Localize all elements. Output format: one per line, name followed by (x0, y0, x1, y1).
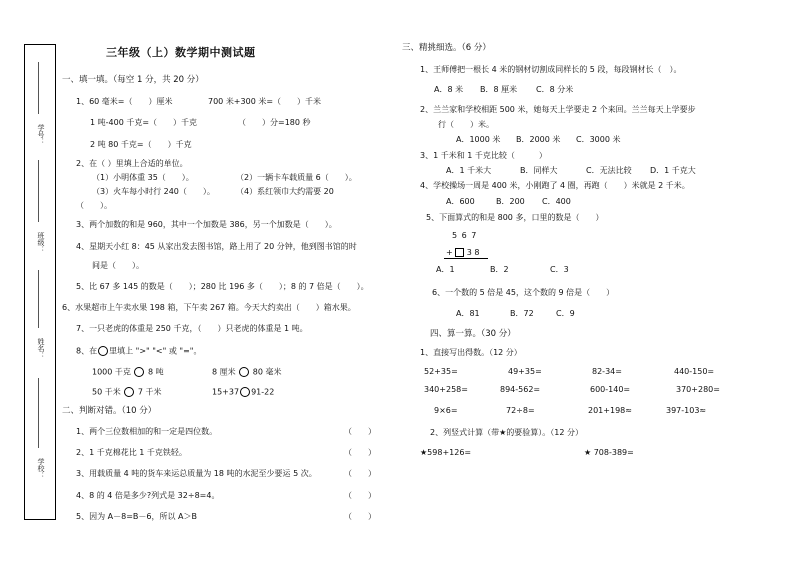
question-4: 4、星期天小红 8：45 从家出发去图书馆，路上用了 20 分钟，他到图书馆的时 (76, 242, 357, 251)
choice-4: 4、学校操场一周是 400 米，小刚跑了 4 圈，再跑（ ）米就是 2 千米。 (420, 181, 690, 190)
choice-3-option[interactable]: B．同样大 (520, 166, 558, 175)
question-3: 3、两个加数的和是 960，其中一个加数是 386，另一个加数是（ ）。 (76, 220, 337, 229)
question-8-label: 8、在 (76, 346, 98, 356)
choice-5: 5、下面算式的和是 800 多，口里的数是（ ） (426, 213, 604, 222)
choice-5-option[interactable]: C．3 (550, 265, 569, 274)
calc-item: 49+35= (508, 367, 542, 376)
blank-box (455, 248, 464, 257)
judge-1: 1、两个三位数相加的和一定是四位数。 (76, 427, 218, 436)
calc-item: 340+258= (424, 385, 468, 394)
compare-circle (134, 367, 144, 377)
question-2-1: （1）小明体重 35（ ）。 (92, 173, 194, 182)
choice-4-option[interactable]: C．400 (542, 197, 571, 206)
choice-2-option[interactable]: B．2000 米 (516, 135, 561, 144)
choice-4-option[interactable]: B．200 (496, 197, 525, 206)
choice-6-option[interactable]: A．81 (456, 309, 480, 318)
choice-2-option[interactable]: C．3000 米 (576, 135, 621, 144)
compare-right: 7 千米 (137, 387, 162, 397)
compare-right: 8 吨 (148, 367, 164, 377)
calc-item: 440-150= (674, 367, 715, 376)
choice-3-option[interactable]: D．1 千克大 (650, 166, 696, 175)
section-1-heading: 一、填一填。（每空 1 分，共 20 分） (62, 75, 204, 85)
question-2: 2、在（ ）里填上合适的单位。 (76, 159, 188, 168)
plus-sign: + (446, 248, 453, 257)
question-1b: 700 米+300 米=（ ）千米 (208, 97, 322, 106)
vertical-calc-2: ★ 708-389= (584, 448, 634, 457)
choice-1-option[interactable]: A．8 米 (434, 85, 464, 94)
choice-2: 2、兰兰家和学校相距 500 米，她每天上学要走 2 个来回。兰兰每天上学要步 (420, 105, 696, 114)
compare-left: 1000 千克 (92, 367, 131, 377)
calc-item: 82-34= (592, 367, 622, 376)
question-4-cont: 间是（ ）。 (92, 261, 144, 270)
choice-5-option[interactable]: A．1 (436, 265, 455, 274)
judge-1-answer[interactable]: （ ） (344, 427, 376, 436)
compare-right: 91-22 (251, 387, 275, 397)
judge-4-answer[interactable]: （ ） (344, 491, 376, 500)
choice-2-option[interactable]: A．1000 米 (456, 135, 501, 144)
compare-item (212, 387, 274, 397)
vertical-sum-digits: 3 8 (466, 248, 480, 257)
compare-circle (98, 346, 108, 356)
page-title: 三年级（上）数学期中测试题 (106, 46, 256, 59)
question-1c: 1 吨-400 千克=（ ）千克 (90, 118, 198, 127)
question-2-3: （3）火车每小时行 240（ ）。 (92, 187, 215, 196)
compare-item (212, 367, 281, 377)
vertical-sum-top: 5 6 7 (452, 231, 478, 240)
choice-1: 1、王师傅把一根长 4 米的钢材切割成同样长的 5 段，每段钢材长（ ）。 (420, 65, 682, 74)
choice-6: 6、一个数的 5 倍是 45，这个数的 9 倍是（ ） (432, 288, 615, 297)
question-8-instruction: 里填上 ">" "<" 或 "="。 (109, 346, 202, 356)
vertical-calc-heading: 2、列竖式计算（带★的要验算）。（12 分） (430, 428, 583, 437)
choice-3-option[interactable]: A．1 千米大 (446, 166, 492, 175)
choice-2-cont: 行（ ）米。 (438, 120, 494, 129)
question-8 (76, 346, 201, 356)
choice-1-option[interactable]: B．8 厘米 (480, 85, 518, 94)
compare-circle (240, 387, 250, 397)
choice-3-option[interactable]: C．无法比较 (586, 166, 632, 175)
calc-item: 397-103≈ (666, 406, 707, 415)
question-1e: 2 吨 80 千克=（ ）千克 (90, 140, 192, 149)
compare-circle (124, 387, 134, 397)
calc-item: 9×6= (434, 406, 458, 415)
compare-item (92, 387, 161, 397)
choice-5-option[interactable]: B．2 (490, 265, 509, 274)
compare-left: 15+37 (212, 387, 240, 397)
judge-3-answer[interactable]: （ ） (344, 469, 376, 478)
side-line (38, 270, 39, 328)
side-label-student-id: 学号： (37, 124, 45, 145)
section-2-heading: 二、判断对错。（10 分） (62, 406, 157, 416)
calc-item: 894-562= (500, 385, 541, 394)
judge-3: 3、用载质量 4 吨的货车来运总质量为 18 吨的水泥至少要运 5 次。 (76, 469, 317, 478)
calc-item: 72÷8= (506, 406, 535, 415)
question-1a: 1、60 毫米=（ ）厘米 (76, 97, 173, 106)
compare-item (92, 367, 164, 377)
choice-6-option[interactable]: B．72 (510, 309, 534, 318)
sum-line (444, 258, 488, 259)
judge-4: 4、8 的 4 倍是多少?列式是 32÷8=4。 (76, 491, 220, 500)
question-7: 7、一只老虎的体重是 250 千克，（ ）只老虎的体重是 1 吨。 (76, 324, 308, 333)
calc-item: 52+35= (424, 367, 458, 376)
compare-right: 80 毫米 (252, 367, 282, 377)
question-2-2: （2）一辆卡车载质量 6（ ）。 (236, 173, 357, 182)
question-2-4-cont: （ ）。 (76, 201, 112, 210)
compare-left: 50 千米 (92, 387, 121, 397)
choice-4-option[interactable]: A．600 (446, 197, 475, 206)
side-label-class: 班级： (37, 232, 45, 253)
side-label-school: 学校： (37, 458, 45, 479)
side-label-name: 姓名： (37, 338, 45, 359)
question-6: 6、水果超市上午卖水果 198 箱，下午卖 267 箱。今天大约卖出（ ）箱水果。 (62, 303, 356, 312)
side-line (38, 62, 39, 114)
compare-circle (239, 367, 249, 377)
calc-item: 201+198≈ (588, 406, 632, 415)
vertical-calc-1: ★598+126= (420, 448, 472, 457)
question-2-4: （4）系红领巾大约需要 20 (236, 187, 334, 196)
choice-6-option[interactable]: C．9 (556, 309, 575, 318)
binding-margin (24, 44, 56, 520)
calc-item: 370+280= (676, 385, 720, 394)
vertical-sum-bottom (446, 248, 480, 257)
judge-5-answer[interactable]: （ ） (344, 512, 376, 521)
side-line (38, 160, 39, 222)
question-1d: （ ）分=180 秒 (238, 118, 311, 127)
question-5: 5、比 67 多 145 的数是（ ）；280 比 196 多（ ）；8 的 7 倍是（ ）。 (76, 282, 369, 291)
judge-5: 5、因为 A－8=B－6，所以 A＞B (76, 512, 197, 521)
calc-item: 600-140= (590, 385, 631, 394)
judge-2-answer[interactable]: （ ） (344, 448, 376, 457)
choice-3: 3、1 千米和 1 千克比较（ ） (420, 151, 547, 160)
judge-2: 2、1 千克棉花比 1 千克铁轻。 (76, 448, 187, 457)
section-3-heading: 三、精挑细选。（6 分） (402, 43, 491, 53)
section-4-heading: 四、算一算。（30 分） (430, 329, 516, 339)
choice-1-option[interactable]: C．8 分米 (536, 85, 574, 94)
direct-calc-heading: 1、直接写出得数。（12 分） (420, 348, 522, 357)
side-line (38, 378, 39, 448)
compare-left: 8 厘米 (212, 367, 236, 377)
